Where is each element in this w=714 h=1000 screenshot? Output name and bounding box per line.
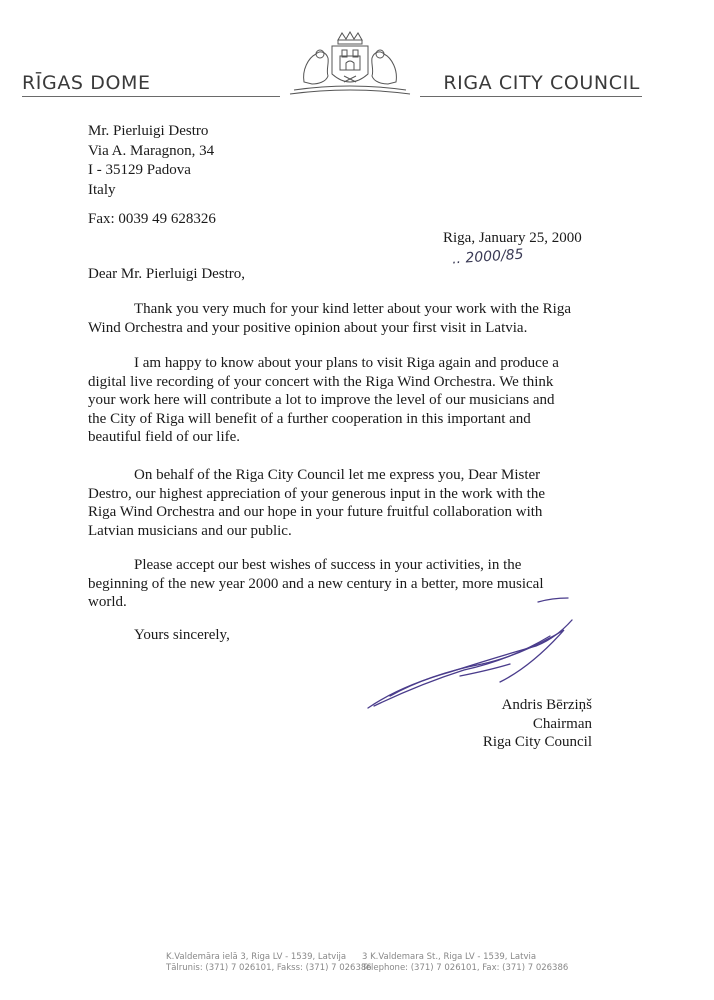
body-paragraph — [88, 300, 608, 337]
paragraph-line: the City of Riga will benefit of a further cooperation in this important and — [88, 410, 531, 427]
paragraph-line: On behalf of the Riga City Council let me express you, Dear Mister — [134, 467, 541, 483]
paragraph-line: Riga Wind Orchestra and our hope in your future fruitful collaboration with — [88, 504, 543, 521]
paragraph-line: your work here will contribute a lot to improve the level of our musicians and — [88, 392, 555, 409]
recipient-country: Italy — [88, 181, 116, 198]
recipient-address — [88, 122, 214, 200]
recipient-fax: Fax: 0039 49 628326 — [88, 211, 216, 227]
paragraph-line: world. — [88, 594, 127, 611]
signatory-block — [483, 696, 592, 752]
footer-lv-phone-line: Tālrunis: (371) 7 026101, Fakss: (371) 7 026386 — [166, 963, 372, 973]
salutation: Dear Mr. Pierluigi Destro, — [88, 266, 246, 282]
letterhead-left-title: RĪGAS DOME — [22, 72, 151, 94]
recipient-name: Mr. Pierluigi Destro — [88, 123, 209, 139]
signatory-organization: Riga City Council — [482, 734, 592, 751]
body-paragraph — [88, 466, 608, 540]
paragraph-line: Wind Orchestra and your positive opinion about your first visit in Latvia. — [88, 319, 528, 336]
letterhead-right-title: RIGA CITY COUNCIL — [443, 72, 640, 94]
footer-english-address — [362, 952, 568, 974]
letterhead-rule-left — [22, 96, 280, 97]
body-paragraph — [88, 354, 608, 447]
letterhead-rule-right — [420, 96, 642, 97]
letter-date: Riga, January 25, 2000 — [443, 230, 582, 246]
paragraph-line: beautiful field of our life. — [88, 429, 241, 446]
paragraph-line: Please accept our best wishes of success in your activities, in the — [134, 557, 522, 573]
footer-en-address-line: 3 K.Valdemara St., Riga LV - 1539, Latvia — [362, 952, 537, 962]
footer-en-phone-line: Telephone: (371) 7 026101, Fax: (371) 7 026386 — [362, 963, 569, 973]
closing: Yours sincerely, — [134, 627, 230, 643]
reference-number: 2000/85 — [464, 246, 525, 267]
signatory-title: Chairman — [532, 715, 592, 732]
paragraph-line: beginning of the new year 2000 and a new century in a better, more musical — [88, 575, 544, 592]
paragraph-line: digital live recording of your concert with the Riga Wind Orchestra. We think — [88, 373, 554, 390]
paragraph-line: Destro, our highest appreciation of your generous input in the work with the — [88, 485, 545, 502]
paragraph-line: I am happy to know about your plans to visit Riga again and produce a — [134, 355, 559, 371]
recipient-street: Via A. Maragnon, 34 — [88, 142, 215, 159]
footer-latvian-address — [166, 952, 372, 974]
handwritten-reference-number: .. 2000/85 — [451, 246, 525, 268]
paragraph-line: Latvian musicians and our public. — [88, 522, 292, 539]
footer-lv-address-line: K.Valdemāra ielā 3, Riga LV - 1539, Latvija — [166, 952, 347, 962]
recipient-city: I - 35129 Padova — [88, 162, 191, 178]
paragraph-line: Thank you very much for your kind letter about your work with the Riga — [134, 301, 571, 317]
signatory-name: Andris Bērziņš — [501, 697, 592, 713]
riga-coat-of-arms-icon — [282, 30, 418, 100]
